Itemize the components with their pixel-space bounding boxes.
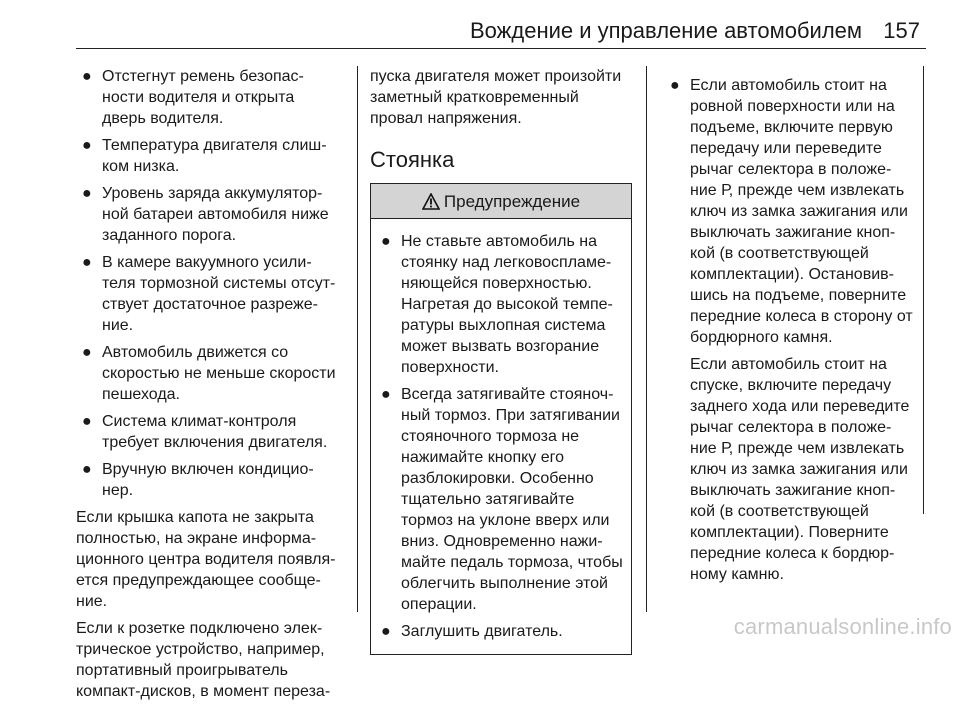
paragraph-hood: Если крышка капота не закрыта полностью, на экране информа- ционного центра водителя появля- ется предупреждающее сообще- ние. — [76, 509, 336, 610]
column-divider-1 — [357, 66, 358, 612]
bullet-icon: ● — [381, 623, 391, 640]
page-number: 157 — [883, 18, 920, 43]
list-item-text: Заглушить двигатель. — [401, 623, 563, 640]
list-item-text: Если автомобиль стоит на ровной поверхности или на подъеме, включите первую передачу или переведите рычаг селектора в положе- ние Р, прежде чем извлекать ключ из замка зажигания или выключать зажигание кноп- кой (в соответствующей комплектации). Остановив- шись на подъеме, поверните передние колеса в сторону от бордюрного камня. — [690, 77, 913, 346]
list-item-text: В камере вакуумного усили- теля тормозной системы отсут- ствует достаточное разреже- ние. — [102, 254, 336, 334]
list-item-text: Уровень заряда аккумулятор- ной батареи автомобиля ниже заданного порога. — [102, 185, 329, 244]
section-heading: Стоянка — [370, 147, 455, 172]
bullet-icon: ● — [82, 254, 92, 271]
list-item — [375, 384, 631, 615]
bullet-icon: ● — [82, 185, 92, 202]
bullet-icon: ● — [82, 413, 92, 430]
warning-body — [371, 219, 631, 654]
list-item-text: Система климат-контроля требует включения двигателя. — [102, 413, 328, 451]
bullet-icon: ● — [82, 461, 92, 478]
bullet-icon: ● — [670, 77, 680, 94]
column-divider-3 — [923, 66, 924, 514]
watermark: carmanualsonline.info — [733, 614, 952, 639]
list-item — [76, 135, 348, 177]
column-1 — [76, 66, 348, 708]
bullet-icon: ● — [82, 137, 92, 154]
list-item — [76, 252, 348, 336]
list-item-text: Если автомобиль стоит на спуске, включите передачу заднего хода или переведите рычаг селектора в положе- ние Р, прежде чем извлекать ключ из замка зажигания или выключать зажигание кноп- кой (в соответствующей комплектации). Поверните передние колеса к бордюр- ному камню. — [690, 356, 910, 583]
list-item — [664, 75, 916, 348]
column-divider-2 — [646, 66, 647, 612]
warning-triangle-icon — [422, 193, 440, 210]
list-item — [76, 66, 348, 129]
bullet-icon: ● — [82, 68, 92, 85]
list-item — [76, 459, 348, 501]
list-item — [76, 342, 348, 405]
list-item — [375, 231, 631, 378]
warning-header — [371, 184, 631, 219]
bullet-icon: ● — [381, 233, 391, 250]
warning-title: Предупреждение — [443, 191, 581, 211]
list-item-text: Всегда затягивайте стояноч- ный тормоз. При затягивании стояночного тормоза не нажимайте кнопку его разблокировки. Особенно тщательно затягивайте тормоз на уклоне вверх или вниз. Одновременно нажи- майте педаль тормоза, чтобы облегчить выполнение этой операции. — [401, 386, 623, 613]
list-item — [375, 621, 631, 642]
list-item-text: Температура двигателя слиш- ком низка. — [102, 137, 327, 175]
bullet-icon: ● — [82, 344, 92, 361]
list-item-continuation — [664, 354, 916, 585]
page-title: Вождение и управление автомобилем — [470, 18, 863, 43]
paragraph-socket: Если к розетке подключено элек- трическое устройство, например, портативный проигрыватель компакт-дисков, в момент переза- — [76, 620, 331, 700]
column-3 — [664, 75, 916, 591]
bullet-icon: ● — [381, 386, 391, 403]
list-item — [76, 183, 348, 246]
list-item — [76, 411, 348, 453]
warning-box — [370, 183, 632, 655]
list-item-text: Отстегнут ремень безопас- ности водителя и открыта дверь водителя. — [102, 68, 304, 127]
paragraph-continued: пуска двигателя может произойти заметный кратковременный провал напряжения. — [370, 68, 622, 127]
list-item-text: Не ставьте автомобиль на стоянку над легковоспламе- няющейся поверхностью. Нагретая до высокой темпе- ратуры выхлопная система может вызвать возгорание поверхности. — [401, 233, 613, 376]
header-divider — [76, 48, 926, 49]
column-2 — [370, 66, 632, 655]
list-item-text: Автомобиль движется со скоростью не меньше скорости пешехода. — [102, 344, 336, 403]
list-item-text: Вручную включен кондицио- нер. — [102, 461, 314, 499]
